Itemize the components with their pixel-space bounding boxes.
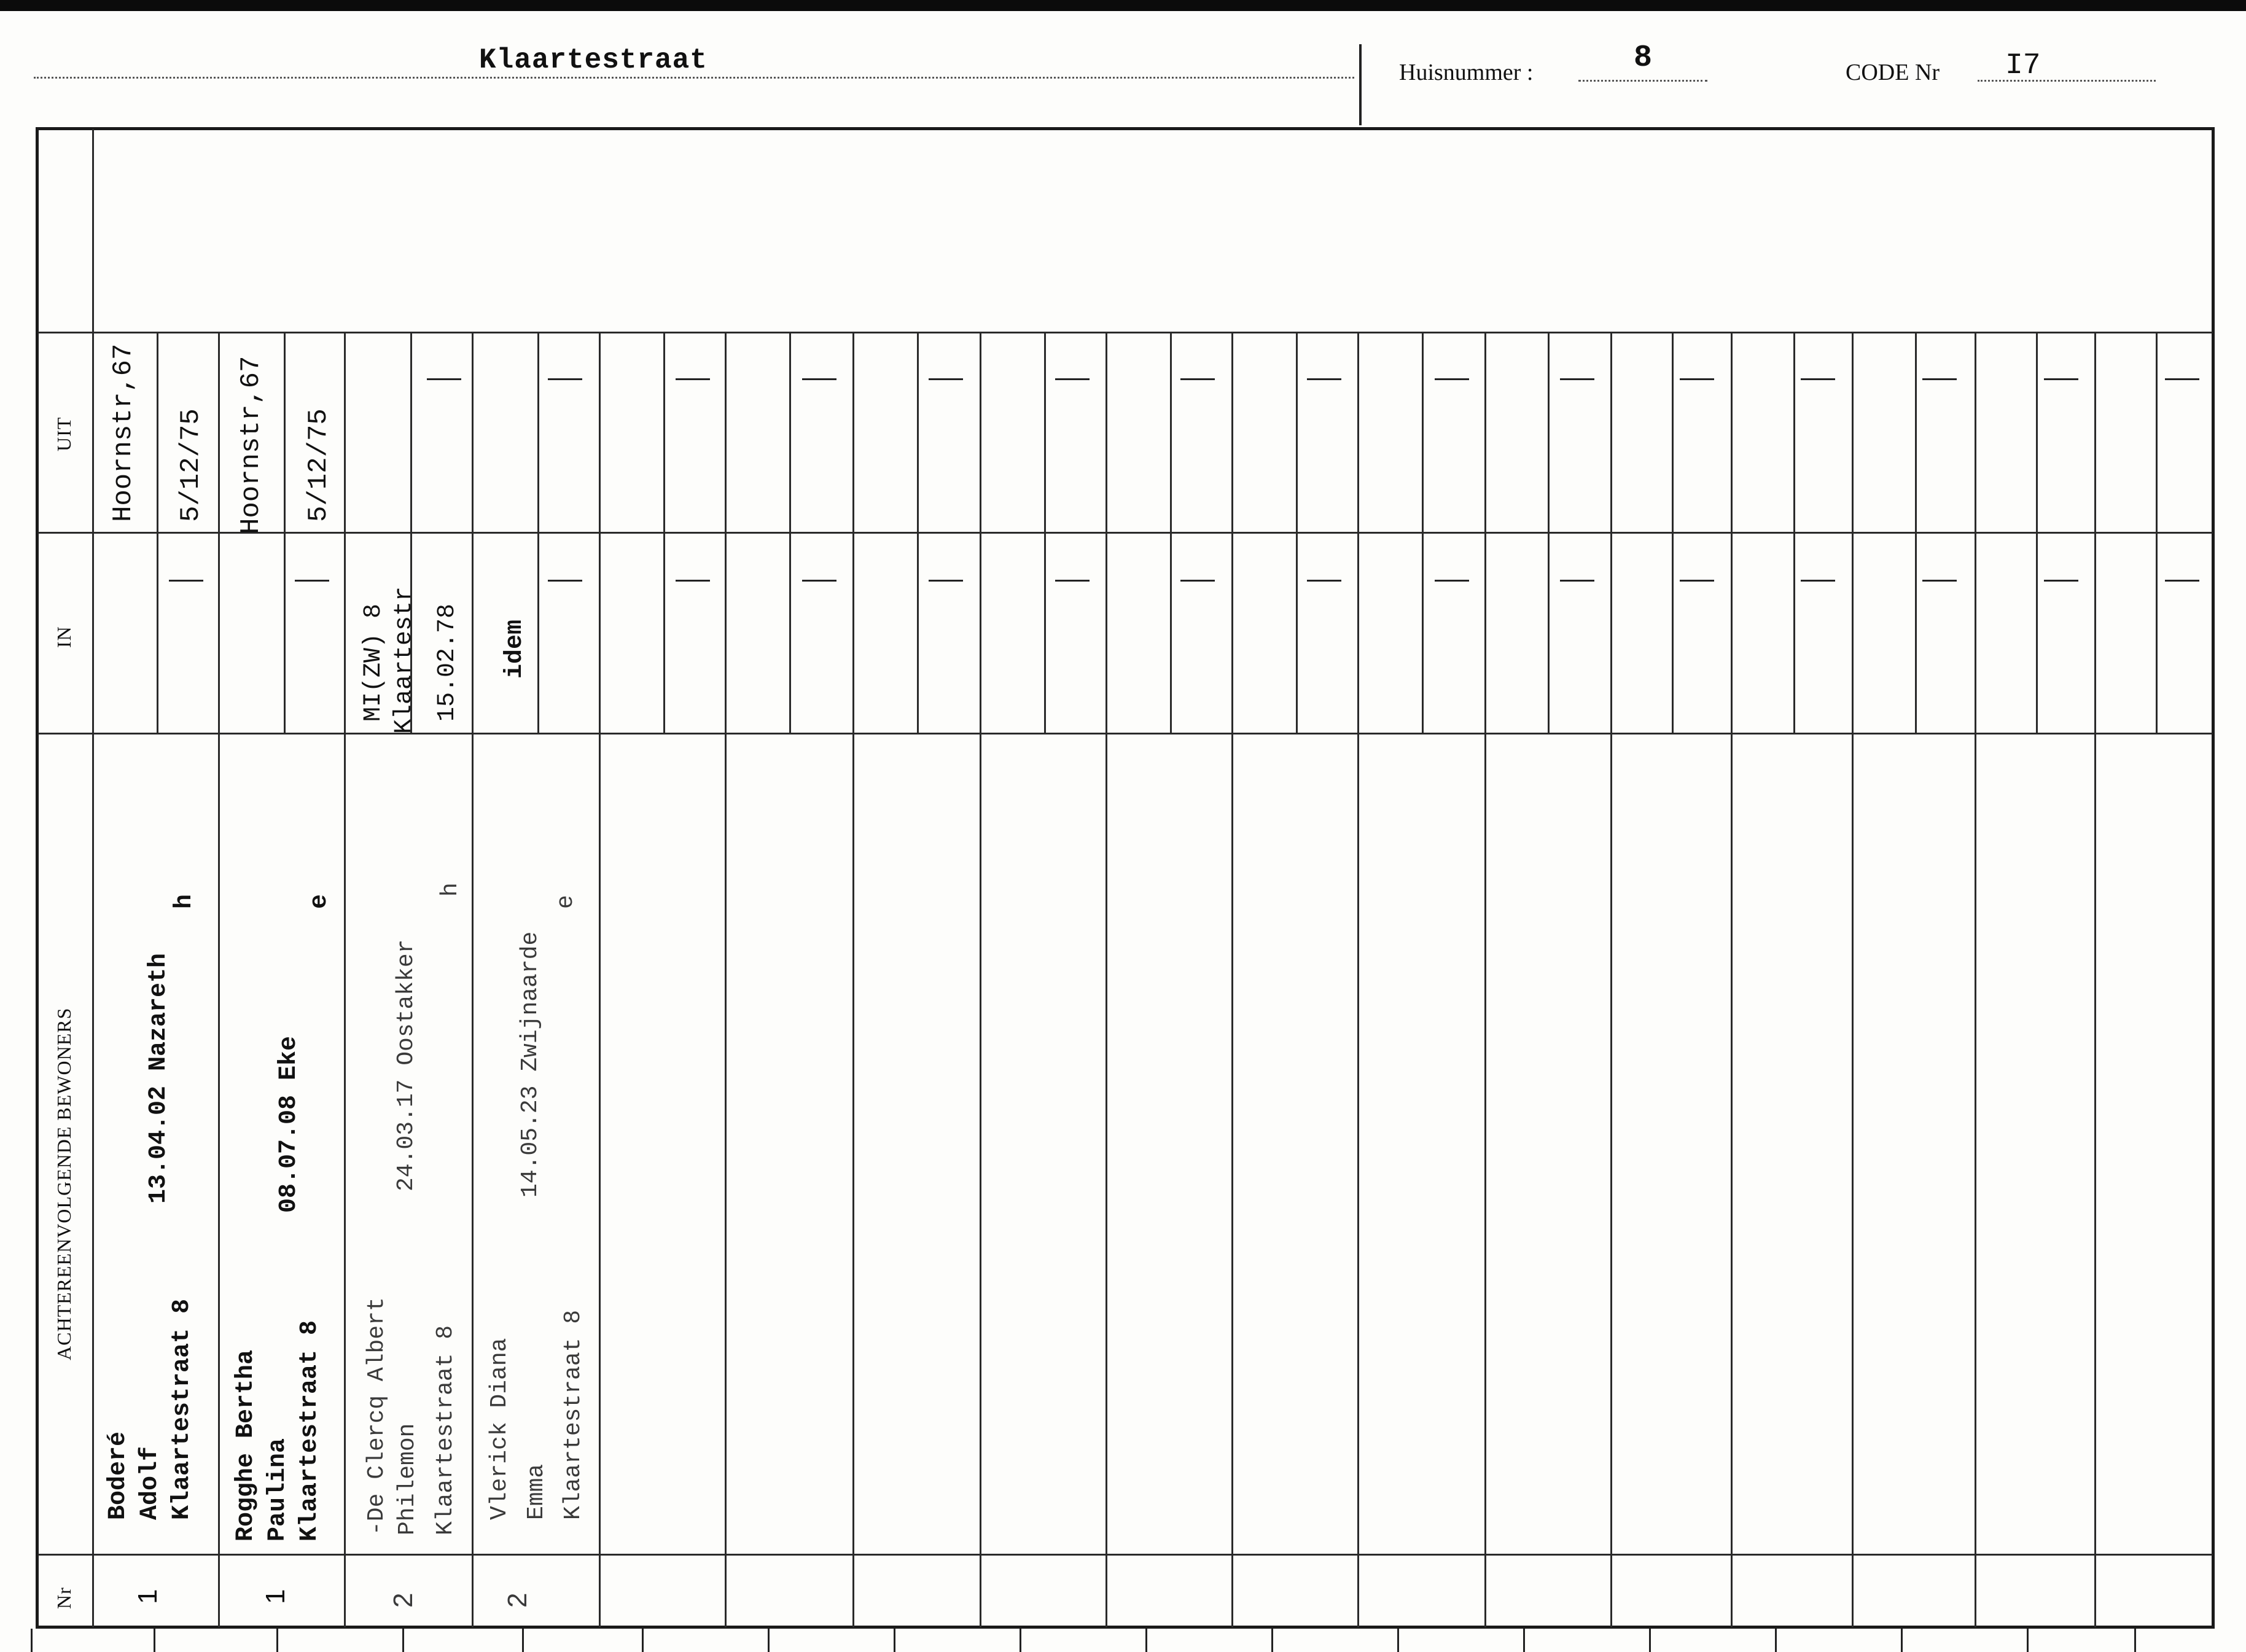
uit-dash <box>2165 378 2199 380</box>
in-dash <box>1435 580 1469 582</box>
bottom-tick <box>1649 1629 1651 1652</box>
resident-3-name-line-3: Klaartestraat 8 <box>432 1325 459 1535</box>
in-dash <box>1801 580 1835 582</box>
section-label-uit: UIT <box>53 416 75 451</box>
uit-dash <box>548 378 582 380</box>
uit-dash <box>1180 378 1215 380</box>
resident-4-birth: 14.05.23 Zwijnaarde <box>517 931 544 1198</box>
house-number-value: 8 <box>1634 41 1653 76</box>
resident-1-uit-date: 5/12/75 <box>176 408 206 522</box>
street-dotted-line <box>34 77 1354 79</box>
uit-dash <box>1801 378 1835 380</box>
resident-4-in-place: idem <box>501 619 529 679</box>
top-edge-bar <box>0 0 2246 11</box>
bottom-tick <box>2134 1629 2136 1652</box>
uit-dash <box>929 378 963 380</box>
in-bewoners-line <box>38 733 2212 734</box>
code-label: CODE Nr <box>1846 60 1940 85</box>
sub-column-line <box>917 332 919 733</box>
resident-2-nr: 1 <box>260 1589 290 1604</box>
sub-column-line <box>1915 332 1917 733</box>
sub-column-line <box>789 332 791 733</box>
column-line <box>1484 332 1486 1627</box>
column-line <box>980 332 981 1627</box>
sub-column-line <box>2036 332 2038 733</box>
uit-top-line <box>38 332 2212 333</box>
column-line <box>472 332 474 1627</box>
resident-3-in-street: Klaartestr <box>391 586 418 734</box>
resident-3-birth: 24.03.17 Oostakker <box>393 939 419 1191</box>
bottom-tick <box>31 1629 33 1652</box>
column-line <box>852 332 854 1627</box>
sub-column-line <box>537 332 539 733</box>
section-label-nr: Nr <box>53 1587 75 1609</box>
resident-3-in-place: MI(ZW) 8 <box>360 603 388 722</box>
resident-1-birth: 13.04.02 Nazareth <box>145 953 173 1204</box>
in-dash <box>1180 580 1215 582</box>
column-line <box>1105 332 1107 1627</box>
sub-column-line <box>2156 332 2158 733</box>
bottom-tick <box>2027 1629 2029 1652</box>
sub-column-line <box>1170 332 1172 733</box>
bottom-tick <box>642 1629 644 1652</box>
bottom-tick <box>1901 1629 1903 1652</box>
resident-3-mark: h <box>437 882 464 897</box>
sub-column-line <box>663 332 665 733</box>
in-dash <box>802 580 836 582</box>
resident-4-nr: 2 <box>502 1592 532 1608</box>
bottom-tick <box>522 1629 524 1652</box>
column-line <box>1852 332 1854 1627</box>
bottom-tick <box>894 1629 895 1652</box>
label-column-divider <box>92 129 94 1627</box>
bottom-tick <box>1271 1629 1273 1652</box>
resident-4-mark: e <box>553 895 579 909</box>
column-line <box>1610 332 1612 1627</box>
bottom-tick <box>1145 1629 1147 1652</box>
resident-2-mark: e <box>306 894 333 909</box>
bottom-tick <box>768 1629 770 1652</box>
resident-1-name-line-1: Boderé <box>104 1431 132 1520</box>
column-line <box>599 332 601 1627</box>
resident-2-name-line-1: Rogghe Bertha <box>232 1349 260 1541</box>
resident-1-mark: h <box>171 894 198 909</box>
in-dash <box>1055 580 1090 582</box>
resident-1-nr: 1 <box>133 1589 163 1604</box>
sub-column-line <box>1296 332 1298 733</box>
resident-2-uit-place: Hoornstr,67 <box>236 356 267 534</box>
section-label-bewoners: ACHTEREENVOLGENDE BEWONERS <box>53 1007 75 1360</box>
uit-dash <box>1680 378 1714 380</box>
in-dash <box>1560 580 1594 582</box>
sub-column-line <box>1044 332 1046 733</box>
resident-4-name-line-2: Emma <box>523 1463 550 1520</box>
column-line <box>1975 332 1976 1627</box>
uit-dash <box>1435 378 1469 380</box>
sub-column-line <box>1422 332 1424 733</box>
resident-3-name-line-1: -De Clercq Albert <box>364 1297 390 1535</box>
column-line <box>725 332 727 1627</box>
uit-in-line <box>38 532 2212 534</box>
house-number-label: Huisnummer : <box>1399 60 1534 85</box>
bottom-tick <box>1020 1629 1021 1652</box>
sub-column-line <box>1548 332 1550 733</box>
resident-2-name-line-3: Klaartestraat 8 <box>296 1320 324 1541</box>
column-line <box>218 332 220 1627</box>
in-dash <box>548 580 582 582</box>
column-line <box>2094 332 2096 1627</box>
bottom-tick <box>1397 1629 1399 1652</box>
resident-3-in-date: 15.02.78 <box>434 603 461 722</box>
bottom-tick <box>402 1629 404 1652</box>
bottom-tick <box>276 1629 278 1652</box>
uit-dash <box>802 378 836 380</box>
in-dash <box>1680 580 1714 582</box>
resident-2-uit-date: 5/12/75 <box>303 408 334 522</box>
sub-column-line <box>157 332 158 733</box>
in-dash <box>295 580 329 582</box>
in-dash <box>169 580 203 582</box>
code-dotted-line <box>1978 80 2156 82</box>
in-dash <box>1922 580 1957 582</box>
section-label-in: IN <box>53 626 75 648</box>
in-dash <box>929 580 963 582</box>
resident-4-name-line-3: Klaartestraat 8 <box>560 1309 587 1520</box>
uit-dash <box>2044 378 2078 380</box>
column-line <box>1231 332 1233 1627</box>
code-value: I7 <box>2005 49 2041 82</box>
uit-dash <box>427 378 461 380</box>
uit-dash <box>1055 378 1090 380</box>
header-divider <box>1359 44 1362 125</box>
register-table <box>36 127 2215 1629</box>
street-name: Klaartestraat <box>479 44 708 76</box>
resident-2-name-line-2: Paulina <box>264 1438 292 1541</box>
in-dash <box>676 580 710 582</box>
resident-1-uit-place: Hoornstr,67 <box>108 343 139 522</box>
bewoners-nr-line <box>38 1554 2212 1556</box>
resident-1-name-line-3: Klaartestraat 8 <box>168 1298 196 1520</box>
in-dash <box>1307 580 1341 582</box>
in-dash <box>2165 580 2199 582</box>
uit-dash <box>676 378 710 380</box>
bottom-tick <box>154 1629 155 1652</box>
uit-dash <box>1922 378 1957 380</box>
house-number-dotted-line <box>1578 80 1707 82</box>
resident-3-nr: 2 <box>388 1592 418 1608</box>
sub-column-line <box>1672 332 1674 733</box>
resident-4-name-line-1: Vlerick Diana <box>486 1338 513 1520</box>
resident-3-name-line-2: Philemon <box>394 1423 421 1535</box>
sub-column-line <box>1793 332 1795 733</box>
column-line <box>1357 332 1359 1627</box>
column-line <box>344 332 346 1627</box>
column-line <box>1731 332 1733 1627</box>
uit-dash <box>1560 378 1594 380</box>
bottom-tick <box>1775 1629 1777 1652</box>
sub-column-line <box>284 332 286 733</box>
uit-dash <box>1307 378 1341 380</box>
bottom-tick <box>1523 1629 1525 1652</box>
resident-2-birth: 08.07.08 Eke <box>275 1035 303 1213</box>
resident-1-name-line-2: Adolf <box>136 1446 164 1520</box>
in-dash <box>2044 580 2078 582</box>
